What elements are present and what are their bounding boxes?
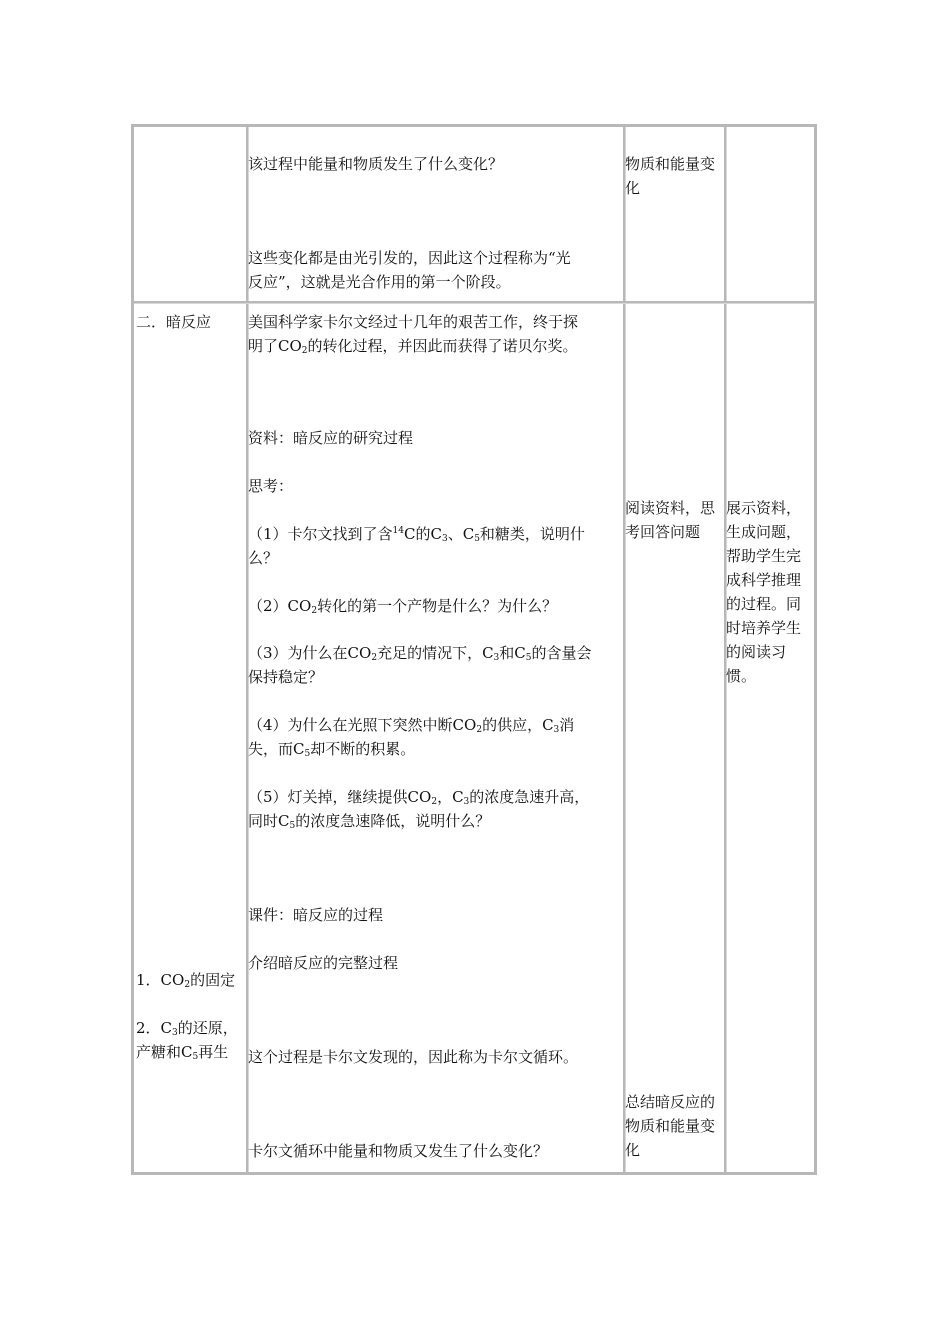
design-intent-line4: 成科学推理	[726, 571, 802, 589]
column-divider	[623, 127, 626, 1172]
question-4-line2: 失，而$C_5$却不断的积累。	[248, 740, 416, 759]
design-intent-line5: 的过程。同	[726, 595, 802, 613]
think-label: 思考：	[248, 477, 294, 495]
courseware-label: 课件：暗反应的过程	[248, 906, 384, 924]
row1-text-line1: 这些变化都是由光引发的，因此这个过程称为“光	[248, 249, 571, 267]
student-activity-read-line2: 考回答问题	[625, 523, 701, 541]
intro-line1: 美国科学家卡尔文经过十几年的艰苦工作，终于探	[248, 313, 579, 331]
design-intent-line7: 的阅读习	[726, 643, 787, 661]
design-intent-line3: 帮助学生完	[726, 547, 802, 565]
design-intent-line2: 生成问题，	[726, 523, 802, 541]
question-1-line2: 么？	[248, 549, 279, 567]
student-activity-summary-line2: 物质和能量变	[625, 1117, 716, 1135]
question-3-line1: （3）为什么在$CO_2$充足的情况下，$C_3$和$C_5$的含量会	[248, 644, 592, 663]
question-5-line1: （5）灯关掉，继续提供$CO_2$，$C_3$的浓度急速升高，	[248, 788, 590, 807]
question-2: $(2)CO_2$转化的第一个产物是什么？为什么？	[248, 597, 558, 616]
student-activity-summary-line3: 化	[625, 1141, 641, 1159]
intro-line2: 明了$CO_2$的转化过程，并因此而获得了诺贝尔奖。	[248, 337, 578, 356]
subsection-c3-reduction-line2: 产糖和$C_5$再生	[136, 1043, 229, 1062]
design-intent-line8: 惯。	[726, 667, 757, 685]
student-activity-summary-line1: 总结暗反应的	[625, 1093, 716, 1111]
question-1-line1: （1）卡尔文找到了含$^{14}$C的$C_3$、$C_5$和糖类，说明什	[248, 525, 585, 544]
introduce-text: 介绍暗反应的完整过程	[248, 954, 399, 972]
design-intent-line1: 展示资料，	[726, 499, 802, 517]
calvin-cycle-text: 这个过程是卡尔文发现的，因此称为卡尔文循环。	[248, 1048, 579, 1066]
subsection-c3-reduction-line1: 2．$C_3$的还原，	[136, 1019, 238, 1038]
question-5-line2: 同时$C_5$的浓度急速降低，说明什么？	[248, 812, 491, 831]
row1-text-line2: 反应”，这就是光合作用的第一个阶段。	[248, 273, 511, 291]
design-intent-line6: 时培养学生	[726, 619, 802, 637]
subsection-co2-fixation: 1．$CO_2$的固定	[136, 971, 236, 990]
row-divider	[134, 301, 814, 304]
student-activity-read-line1: 阅读资料，思	[625, 499, 716, 517]
question-4-line1: （4）为什么在光照下突然中断$CO_2$的供应，$C_3$消	[248, 716, 575, 735]
row1-question: 该过程中能量和物质发生了什么变化？	[248, 155, 504, 173]
row1-student-activity-line1: 物质和能量变	[625, 155, 716, 173]
question-3-line2: 保持稳定？	[248, 668, 324, 686]
section-title: 二．暗反应	[136, 313, 212, 331]
calvin-cycle-question: 卡尔文循环中能量和物质又发生了什么变化？	[248, 1142, 549, 1160]
material-label: 资料：暗反应的研究过程	[248, 429, 414, 447]
row1-student-activity-line2: 化	[625, 179, 641, 197]
